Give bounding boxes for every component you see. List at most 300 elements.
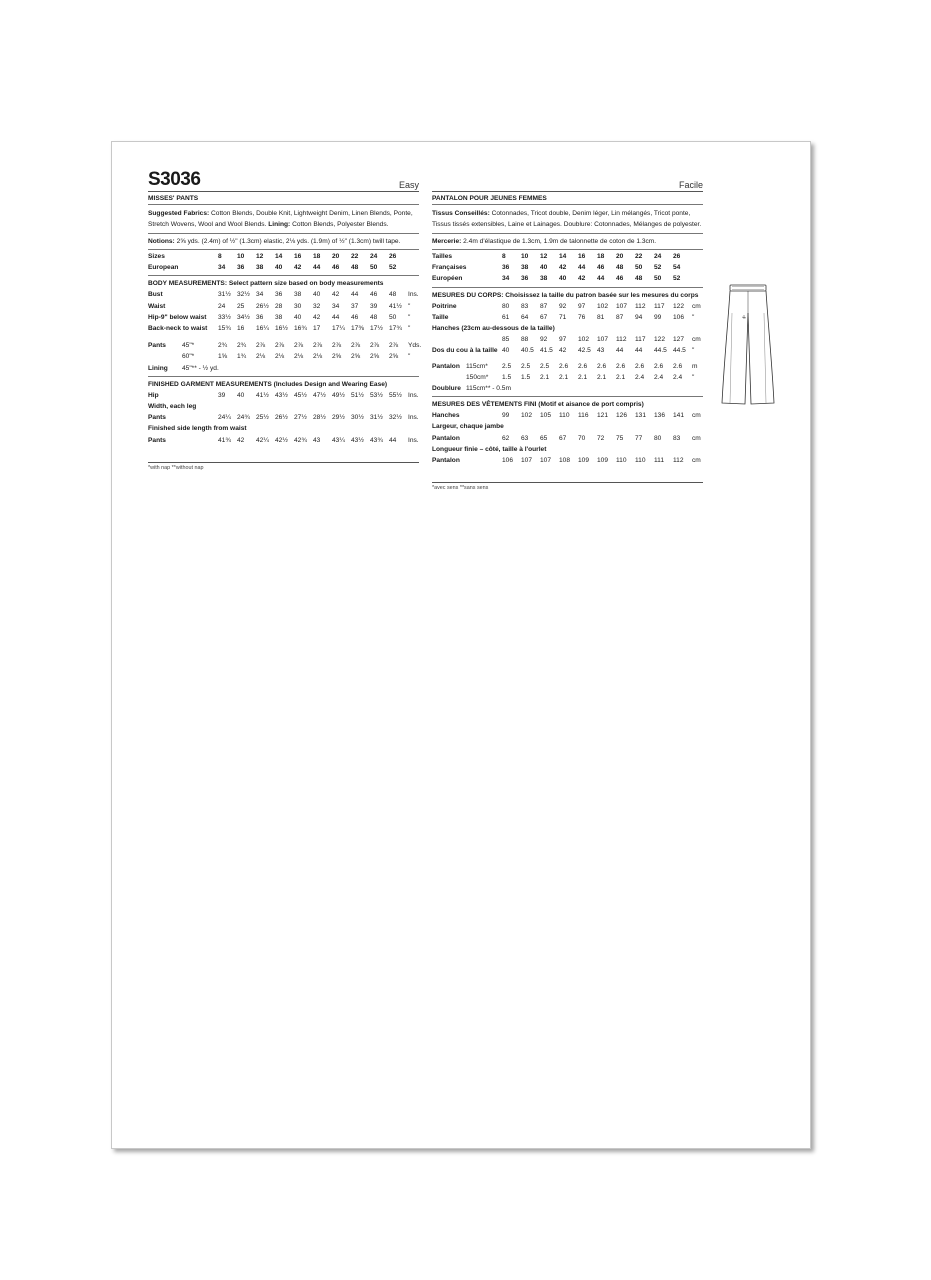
table-cell: " bbox=[408, 325, 411, 333]
row-label: Européen bbox=[432, 275, 463, 283]
table-cell: 34 bbox=[332, 302, 340, 310]
sizes-table bbox=[432, 251, 704, 285]
table-cell: 106 bbox=[502, 457, 514, 465]
table-cell: 2⅝ bbox=[389, 353, 399, 361]
table-cell: 36 bbox=[256, 313, 264, 321]
table-cell: 2.6 bbox=[559, 362, 569, 370]
table-cell: 2⅝ bbox=[370, 353, 380, 361]
table-cell: 2.6 bbox=[616, 362, 626, 370]
lining-text: Cotton Blends, Polyester Blends. bbox=[292, 221, 389, 228]
table-cell: 51½ bbox=[351, 391, 364, 399]
table-cell: 42 bbox=[313, 313, 321, 321]
table-cell: 40.5 bbox=[521, 347, 534, 355]
notions bbox=[432, 234, 703, 250]
row-label bbox=[432, 372, 466, 383]
table-cell: 61 bbox=[502, 313, 510, 321]
table-cell: 22 bbox=[351, 253, 359, 260]
table-cell: 36 bbox=[237, 264, 245, 272]
table-cell: Yds. bbox=[408, 342, 422, 350]
table-cell: 43 bbox=[313, 436, 321, 444]
table-cell: 105 bbox=[540, 412, 552, 420]
table-row bbox=[432, 273, 704, 284]
table-cell: 18 bbox=[597, 253, 605, 260]
table-cell: 43½ bbox=[351, 436, 364, 444]
table-cell: 2⅞ bbox=[370, 342, 380, 350]
table-cell: 45½ bbox=[294, 391, 307, 399]
table-cell: 14 bbox=[559, 253, 567, 260]
table-cell: 76 bbox=[578, 313, 586, 321]
table-cell: 141 bbox=[673, 412, 685, 420]
table-cell: 42 bbox=[559, 347, 567, 355]
table-cell: 2.1 bbox=[616, 373, 626, 381]
table-cell: 40 bbox=[502, 347, 510, 355]
row-label: Waist bbox=[148, 302, 166, 310]
body-measurements-heading: MESURES DU CORPS: Choisissez la taille du patron basée sur les mesures du corps bbox=[432, 291, 699, 299]
table-cell: 41½ bbox=[389, 302, 402, 310]
table-cell: 27½ bbox=[294, 414, 307, 422]
table-cell: 15¾ bbox=[218, 325, 231, 333]
table-cell: 48 bbox=[635, 275, 643, 283]
table-cell: 40 bbox=[237, 391, 245, 399]
table-cell: 2⅛ bbox=[275, 353, 285, 361]
table-cell: 112 bbox=[635, 302, 646, 310]
table-cell: 45"* bbox=[182, 342, 195, 350]
table-cell: 42½ bbox=[275, 436, 288, 444]
table-cell: 44.5 bbox=[654, 347, 667, 355]
table-cell: 67 bbox=[559, 434, 567, 442]
table-cell: 8 bbox=[502, 253, 506, 260]
table-cell: 102 bbox=[521, 412, 533, 420]
table-cell: " bbox=[692, 373, 695, 381]
table-cell: 16 bbox=[578, 253, 586, 260]
table-row bbox=[432, 345, 704, 356]
table-cell: 44 bbox=[332, 313, 340, 321]
table-cell: 40 bbox=[275, 264, 283, 272]
table-cell: 16½ bbox=[275, 325, 288, 333]
table-cell: 92 bbox=[540, 336, 548, 344]
table-cell: 38 bbox=[521, 264, 529, 272]
table-cell: 1⅝ bbox=[218, 353, 228, 361]
table-cell: 32½ bbox=[237, 291, 250, 299]
table-cell: 42¼ bbox=[256, 436, 269, 444]
table-row bbox=[148, 363, 420, 374]
table-cell: 117 bbox=[654, 302, 665, 310]
row-label: Bust bbox=[148, 291, 163, 299]
table-cell: 42 bbox=[332, 291, 340, 299]
table-cell: 42 bbox=[294, 264, 302, 272]
table-cell: 24 bbox=[654, 253, 662, 260]
table-cell: 16¼ bbox=[256, 325, 269, 333]
table-cell: 122 bbox=[654, 336, 666, 344]
table-cell: 122 bbox=[673, 302, 685, 310]
table-cell bbox=[692, 262, 704, 273]
row-label: Width, each leg bbox=[148, 403, 197, 411]
table-cell: 29½ bbox=[332, 414, 345, 422]
table-cell: 2.4 bbox=[654, 373, 664, 381]
table-cell: 60"* bbox=[182, 353, 195, 361]
table-cell: " bbox=[408, 302, 411, 310]
body-measurements-table bbox=[148, 289, 420, 334]
table-cell: 87 bbox=[616, 313, 624, 321]
table-cell: 97 bbox=[559, 336, 567, 344]
table-cell: m bbox=[692, 362, 698, 370]
table-cell: 42 bbox=[559, 264, 567, 272]
row-label: Pants bbox=[148, 414, 166, 422]
table-cell: 8 bbox=[218, 253, 222, 260]
table-row bbox=[148, 312, 420, 323]
table-cell: 55½ bbox=[389, 391, 402, 399]
table-cell: 17½ bbox=[370, 325, 383, 333]
table-cell: 126 bbox=[616, 412, 628, 420]
fabrics-label: Suggested Fabrics: bbox=[148, 210, 210, 217]
row-label bbox=[432, 334, 502, 345]
table-cell: 62 bbox=[502, 434, 510, 442]
table-cell: 2⅞ bbox=[275, 342, 285, 350]
table-cell: 17¼ bbox=[332, 325, 345, 333]
table-cell: 24 bbox=[370, 253, 378, 260]
table-cell: 2¾ bbox=[237, 342, 247, 350]
table-row bbox=[148, 390, 420, 401]
table-cell: 2.5 bbox=[521, 362, 531, 370]
table-cell: " bbox=[408, 353, 411, 361]
table-cell: " bbox=[692, 313, 695, 321]
table-cell: 65 bbox=[540, 434, 548, 442]
table-cell: cm bbox=[692, 434, 701, 442]
table-cell: 110 bbox=[635, 457, 646, 465]
table-cell: 112 bbox=[616, 336, 627, 344]
table-row bbox=[432, 433, 704, 444]
table-cell: 106 bbox=[673, 313, 685, 321]
table-cell: 17¾ bbox=[389, 325, 402, 333]
table-cell: 24 bbox=[218, 302, 226, 310]
table-cell: Ins. bbox=[408, 414, 419, 422]
table-cell: 63 bbox=[521, 434, 529, 442]
table-cell: 44.5 bbox=[673, 347, 686, 355]
pattern-code: S3036 bbox=[148, 169, 201, 190]
table-cell: 121 bbox=[597, 412, 609, 420]
table-cell: 50 bbox=[654, 275, 662, 283]
table-cell: 2⅞ bbox=[351, 342, 361, 350]
table-cell: 99 bbox=[502, 412, 510, 420]
table-cell: 2⅞ bbox=[256, 342, 266, 350]
table-cell: 34 bbox=[502, 275, 510, 283]
table-cell: 85 bbox=[502, 336, 510, 344]
table-cell: 83 bbox=[673, 434, 681, 442]
body-measurements-block bbox=[148, 276, 422, 376]
body-measurements-block bbox=[432, 288, 703, 398]
row-label: Lining bbox=[148, 364, 168, 372]
table-cell: 42.5 bbox=[578, 347, 591, 355]
yardage-table bbox=[432, 361, 704, 395]
table-cell: 42 bbox=[237, 436, 245, 444]
table-cell: 43¼ bbox=[332, 436, 345, 444]
table-cell: 40 bbox=[294, 313, 302, 321]
english-column bbox=[148, 169, 422, 471]
table-cell: 25 bbox=[237, 302, 245, 310]
table-cell: 109 bbox=[597, 457, 609, 465]
table-row bbox=[432, 455, 704, 466]
table-cell: 80 bbox=[654, 434, 662, 442]
table-cell: 38 bbox=[294, 291, 302, 299]
table-cell: 109 bbox=[578, 457, 590, 465]
table-cell: 2.6 bbox=[654, 362, 664, 370]
table-cell: 46 bbox=[370, 291, 378, 299]
table-cell: 116 bbox=[578, 412, 589, 420]
row-label: Longueur finie – côté, taille à l'ourlet bbox=[432, 445, 547, 453]
table-cell: 111 bbox=[654, 457, 665, 465]
table-cell: 44 bbox=[313, 264, 321, 272]
body-measurements-heading: BODY MEASUREMENTS: Select pattern size based on body measurements bbox=[148, 280, 384, 288]
table-cell: 44 bbox=[635, 347, 643, 355]
table-cell: 16¾ bbox=[294, 325, 307, 333]
table-row bbox=[148, 301, 420, 312]
table-cell: 49½ bbox=[332, 391, 345, 399]
finished-measurements-table bbox=[432, 410, 704, 466]
table-cell: 115cm* bbox=[466, 362, 488, 370]
table-cell: 107 bbox=[540, 457, 552, 465]
table-cell: 41½ bbox=[256, 391, 269, 399]
table-cell: " bbox=[692, 347, 695, 355]
table-cell: 47½ bbox=[313, 391, 326, 399]
row-label bbox=[148, 351, 182, 362]
table-cell: 2⅛ bbox=[294, 353, 304, 361]
table-cell: 22 bbox=[635, 253, 643, 260]
table-cell bbox=[692, 251, 704, 262]
header bbox=[148, 171, 419, 192]
table-cell: 39 bbox=[370, 302, 378, 310]
table-cell: 71 bbox=[559, 313, 567, 321]
table-cell: 2.4 bbox=[673, 373, 683, 381]
table-cell: 2⅞ bbox=[294, 342, 304, 350]
table-cell: 44 bbox=[351, 291, 359, 299]
table-cell: 50 bbox=[370, 264, 378, 272]
table-row bbox=[148, 351, 420, 362]
finished-measurements-table bbox=[148, 390, 420, 446]
table-row bbox=[432, 444, 704, 455]
table-cell: 12 bbox=[256, 253, 264, 260]
table-cell: Ins. bbox=[408, 391, 419, 399]
table-cell: 26 bbox=[673, 253, 681, 260]
table-cell: 31½ bbox=[218, 291, 231, 299]
table-cell: 42¾ bbox=[294, 436, 307, 444]
table-cell: 77 bbox=[635, 434, 643, 442]
row-label: Pantalon bbox=[432, 434, 460, 442]
table-cell: 31½ bbox=[370, 414, 383, 422]
finished-measurements-block bbox=[432, 397, 703, 468]
table-cell: 20 bbox=[616, 253, 624, 260]
table-row bbox=[432, 334, 704, 345]
table-row bbox=[148, 423, 420, 434]
fabrics-label: Tissus Conseillés: bbox=[432, 210, 490, 217]
hanches-label: Hanches (23cm au-dessous de la taille) bbox=[432, 325, 555, 333]
row-label: Hip bbox=[148, 391, 159, 399]
table-cell: 52 bbox=[389, 264, 397, 272]
table-cell: 26½ bbox=[275, 414, 288, 422]
table-cell: 36 bbox=[275, 291, 283, 299]
table-cell: 2.6 bbox=[597, 362, 607, 370]
table-row bbox=[148, 251, 420, 262]
table-cell: 2⅞ bbox=[389, 342, 399, 350]
row-label: European bbox=[148, 264, 179, 272]
table-cell: 75 bbox=[616, 434, 624, 442]
table-cell: 34 bbox=[256, 291, 264, 299]
table-row bbox=[432, 372, 704, 383]
table-cell: 28½ bbox=[313, 414, 326, 422]
table-cell: 2.4 bbox=[635, 373, 645, 381]
fabrics-text: Cotton Blends, Double Knit, Lightweight Denim, Linen Blends, Ponte, Stretch Wovens, Wool and Wool Blends. bbox=[148, 210, 413, 228]
table-cell: 2⅝ bbox=[332, 353, 342, 361]
table-cell: 110 bbox=[616, 457, 627, 465]
table-cell: 46 bbox=[332, 264, 340, 272]
finished-measurements-heading: MESURES DES VÊTEMENTS FINI (Motif et aisance de port compris) bbox=[432, 401, 644, 409]
table-cell: 107 bbox=[616, 302, 628, 310]
table-cell: Ins. bbox=[408, 436, 419, 444]
table-cell: 48 bbox=[389, 291, 397, 299]
difficulty-level: Facile bbox=[678, 180, 703, 190]
table-cell: 1.5 bbox=[502, 373, 512, 381]
table-cell: 102 bbox=[578, 336, 590, 344]
table-cell: 34½ bbox=[237, 313, 250, 321]
table-row bbox=[432, 383, 704, 394]
table-cell: 2⅛ bbox=[256, 353, 266, 361]
footnote: *with nap **without nap bbox=[148, 462, 419, 471]
table-cell: 136 bbox=[654, 412, 666, 420]
table-cell: 38 bbox=[275, 313, 283, 321]
table-row bbox=[148, 340, 420, 351]
table-cell: 12 bbox=[540, 253, 548, 260]
table-cell: 45"** - ½ yd. bbox=[182, 364, 219, 372]
table-row bbox=[148, 412, 420, 423]
table-cell: 117 bbox=[635, 336, 646, 344]
lining-label: Lining: bbox=[268, 221, 291, 228]
table-cell: 2⅞ bbox=[313, 342, 323, 350]
footnote: *avec sens **sans sens bbox=[432, 482, 703, 491]
table-cell: 44 bbox=[389, 436, 397, 444]
table-cell: 2.1 bbox=[578, 373, 588, 381]
table-cell: 32 bbox=[313, 302, 321, 310]
table-row bbox=[148, 401, 420, 412]
suggested-fabrics bbox=[432, 205, 703, 234]
finished-measurements-block bbox=[148, 377, 419, 448]
table-cell: 50 bbox=[635, 264, 643, 272]
garment-title: PANTALON POUR JEUNES FEMMES bbox=[432, 192, 703, 205]
row-label: Hip-9" below waist bbox=[148, 313, 207, 321]
table-cell: 97 bbox=[578, 302, 586, 310]
table-cell: 107 bbox=[597, 336, 609, 344]
sizes-block bbox=[432, 250, 703, 288]
table-cell: 150cm* bbox=[466, 373, 489, 381]
table-cell: 115cm** - 0.5m bbox=[466, 385, 511, 393]
table-cell: 16 bbox=[294, 253, 302, 260]
table-cell: 44 bbox=[616, 347, 624, 355]
finished-measurements-heading: FINISHED GARMENT MEASUREMENTS (Includes Design and Wearing Ease) bbox=[148, 380, 388, 388]
row-label: Doublure bbox=[432, 385, 461, 393]
table-cell: 14 bbox=[275, 253, 283, 260]
table-cell bbox=[408, 251, 420, 262]
table-cell: 2⅞ bbox=[332, 342, 342, 350]
table-row bbox=[432, 262, 704, 273]
table-cell: 99 bbox=[654, 313, 662, 321]
table-cell: 2.5 bbox=[540, 362, 550, 370]
table-cell: 92 bbox=[559, 302, 567, 310]
table-cell: 1.5 bbox=[521, 373, 531, 381]
table-cell: 43½ bbox=[275, 391, 288, 399]
fabrics-text: Cotonnades, Tricot double, Denim léger, Lin mélangés, Tricot ponte, Tissus tissés extensibles, Laine et Lainages. Doublure: Cotonnades, Mélanges de polyester. bbox=[432, 210, 702, 228]
row-label: Largeur, chaque jambe bbox=[432, 423, 504, 431]
table-cell: 36 bbox=[521, 275, 529, 283]
table-cell: 127 bbox=[673, 336, 685, 344]
table-cell: 20 bbox=[332, 253, 340, 260]
table-cell: 16 bbox=[237, 325, 245, 333]
row-label: Françaises bbox=[432, 264, 467, 272]
table-cell: 112 bbox=[673, 457, 684, 465]
table-cell: 25½ bbox=[256, 414, 269, 422]
table-cell: Ins. bbox=[408, 291, 419, 299]
table-cell bbox=[408, 262, 420, 273]
table-cell: 40 bbox=[540, 264, 548, 272]
french-column bbox=[432, 171, 703, 491]
row-label: Pants bbox=[148, 342, 166, 350]
table-cell: 131 bbox=[635, 412, 647, 420]
row-label: Pantalon bbox=[432, 362, 460, 370]
row-label: Tailles bbox=[432, 253, 453, 260]
notions-text: 2⅝ yds. (2.4m) of ½" (1.3cm) elastic, 2⅛ yds. (1.9m) of ½" (1.3cm) twill tape. bbox=[176, 238, 401, 245]
table-cell: 110 bbox=[559, 412, 570, 420]
table-cell: 81 bbox=[597, 313, 605, 321]
table-cell: 30½ bbox=[351, 414, 364, 422]
table-row bbox=[432, 361, 704, 372]
table-row bbox=[432, 421, 704, 432]
table-row bbox=[432, 312, 704, 323]
table-cell: 48 bbox=[616, 264, 624, 272]
table-cell: cm bbox=[692, 336, 701, 344]
table-row bbox=[432, 301, 704, 312]
yardage-table bbox=[148, 340, 420, 374]
row-label: Dos du cou à la taille bbox=[432, 347, 498, 355]
table-cell: 44 bbox=[578, 264, 586, 272]
table-cell: 24¾ bbox=[237, 414, 250, 422]
table-cell: 30 bbox=[294, 302, 302, 310]
table-cell: 54 bbox=[673, 264, 681, 272]
table-cell: 48 bbox=[351, 264, 359, 272]
table-cell: 52 bbox=[673, 275, 681, 283]
table-cell: 107 bbox=[521, 457, 533, 465]
table-cell: cm bbox=[692, 412, 701, 420]
body-measurements-table bbox=[432, 301, 704, 323]
sizes-block bbox=[148, 250, 419, 276]
table-cell: 38 bbox=[540, 275, 548, 283]
notions-label: Notions: bbox=[148, 238, 175, 245]
table-cell: 64 bbox=[521, 313, 529, 321]
table-cell: 46 bbox=[597, 264, 605, 272]
row-label: Hanches bbox=[432, 412, 460, 420]
row-label: Pantalon bbox=[432, 457, 460, 465]
table-cell: 72 bbox=[597, 434, 605, 442]
table-cell: 28 bbox=[275, 302, 283, 310]
suggested-fabrics bbox=[148, 205, 419, 234]
table-cell: 2⅛ bbox=[313, 353, 323, 361]
table-cell: 41¾ bbox=[218, 436, 231, 444]
table-cell: 94 bbox=[635, 313, 643, 321]
row-label: Sizes bbox=[148, 253, 165, 260]
row-label: Back-neck to waist bbox=[148, 325, 208, 333]
table-cell: 67 bbox=[540, 313, 548, 321]
notions bbox=[148, 234, 419, 250]
table-cell: 52 bbox=[654, 264, 662, 272]
table-cell: 2.5 bbox=[502, 362, 512, 370]
difficulty-level: Easy bbox=[398, 180, 419, 190]
table-cell: 10 bbox=[521, 253, 529, 260]
